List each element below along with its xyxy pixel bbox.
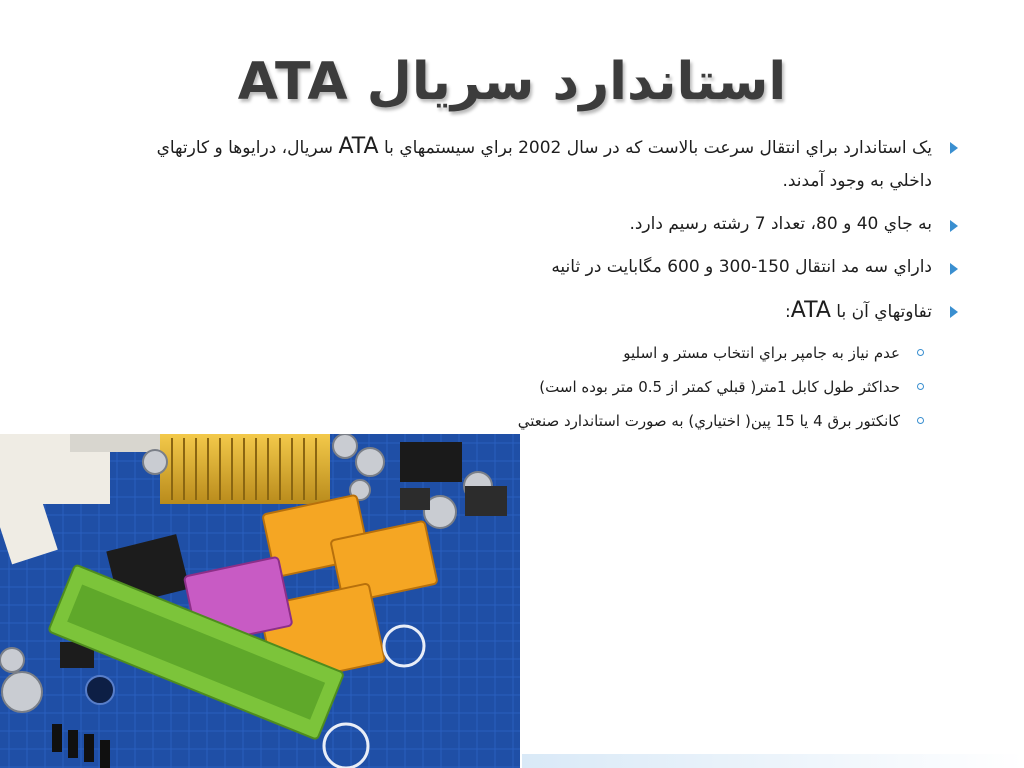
sub-bullet-item: کانکتور برق 4 يا 15 پين( اختياري) به صورت استاندارد صنعتي (132, 407, 930, 435)
bullet-item: يک استاندارد براي انتقال سرعت بالاست که در سال 2002 براي سيستمهاي با ATA سريال، درايوها و کارتهاي داخلي به وجود آمدند. (132, 130, 962, 198)
sub-bullet-item: حداکثر طول کابل 1متر( قبلي کمتر از 0.5 متر بوده است) (132, 373, 930, 401)
bullet-list (132, 130, 962, 441)
sub-bullet-item: عدم نياز به جامپر براي انتخاب مستر و اسليو (132, 339, 930, 367)
motherboard-photo (0, 434, 520, 768)
bullet-item: به جاي 40 و 80، تعداد 7 رشته رسيم دارد. (132, 208, 962, 241)
bullet-arrow-icon (950, 220, 958, 232)
sub-bullet-ring-icon (917, 417, 924, 424)
sub-bullet-ring-icon (917, 349, 924, 356)
bullet-arrow-icon (950, 306, 958, 318)
slide-title: استاندارد سريال ATA (237, 52, 787, 112)
bullet-item: تفاوتهاي آن با ATA: (132, 294, 962, 329)
sub-bullet-ring-icon (917, 383, 924, 390)
bullet-arrow-icon (950, 263, 958, 275)
bullet-item: داراي سه مد انتقال 150-300 و 600 مگابايت در ثانيه (132, 251, 962, 284)
footer-decoration (522, 754, 1024, 768)
bullet-arrow-icon (950, 142, 958, 154)
